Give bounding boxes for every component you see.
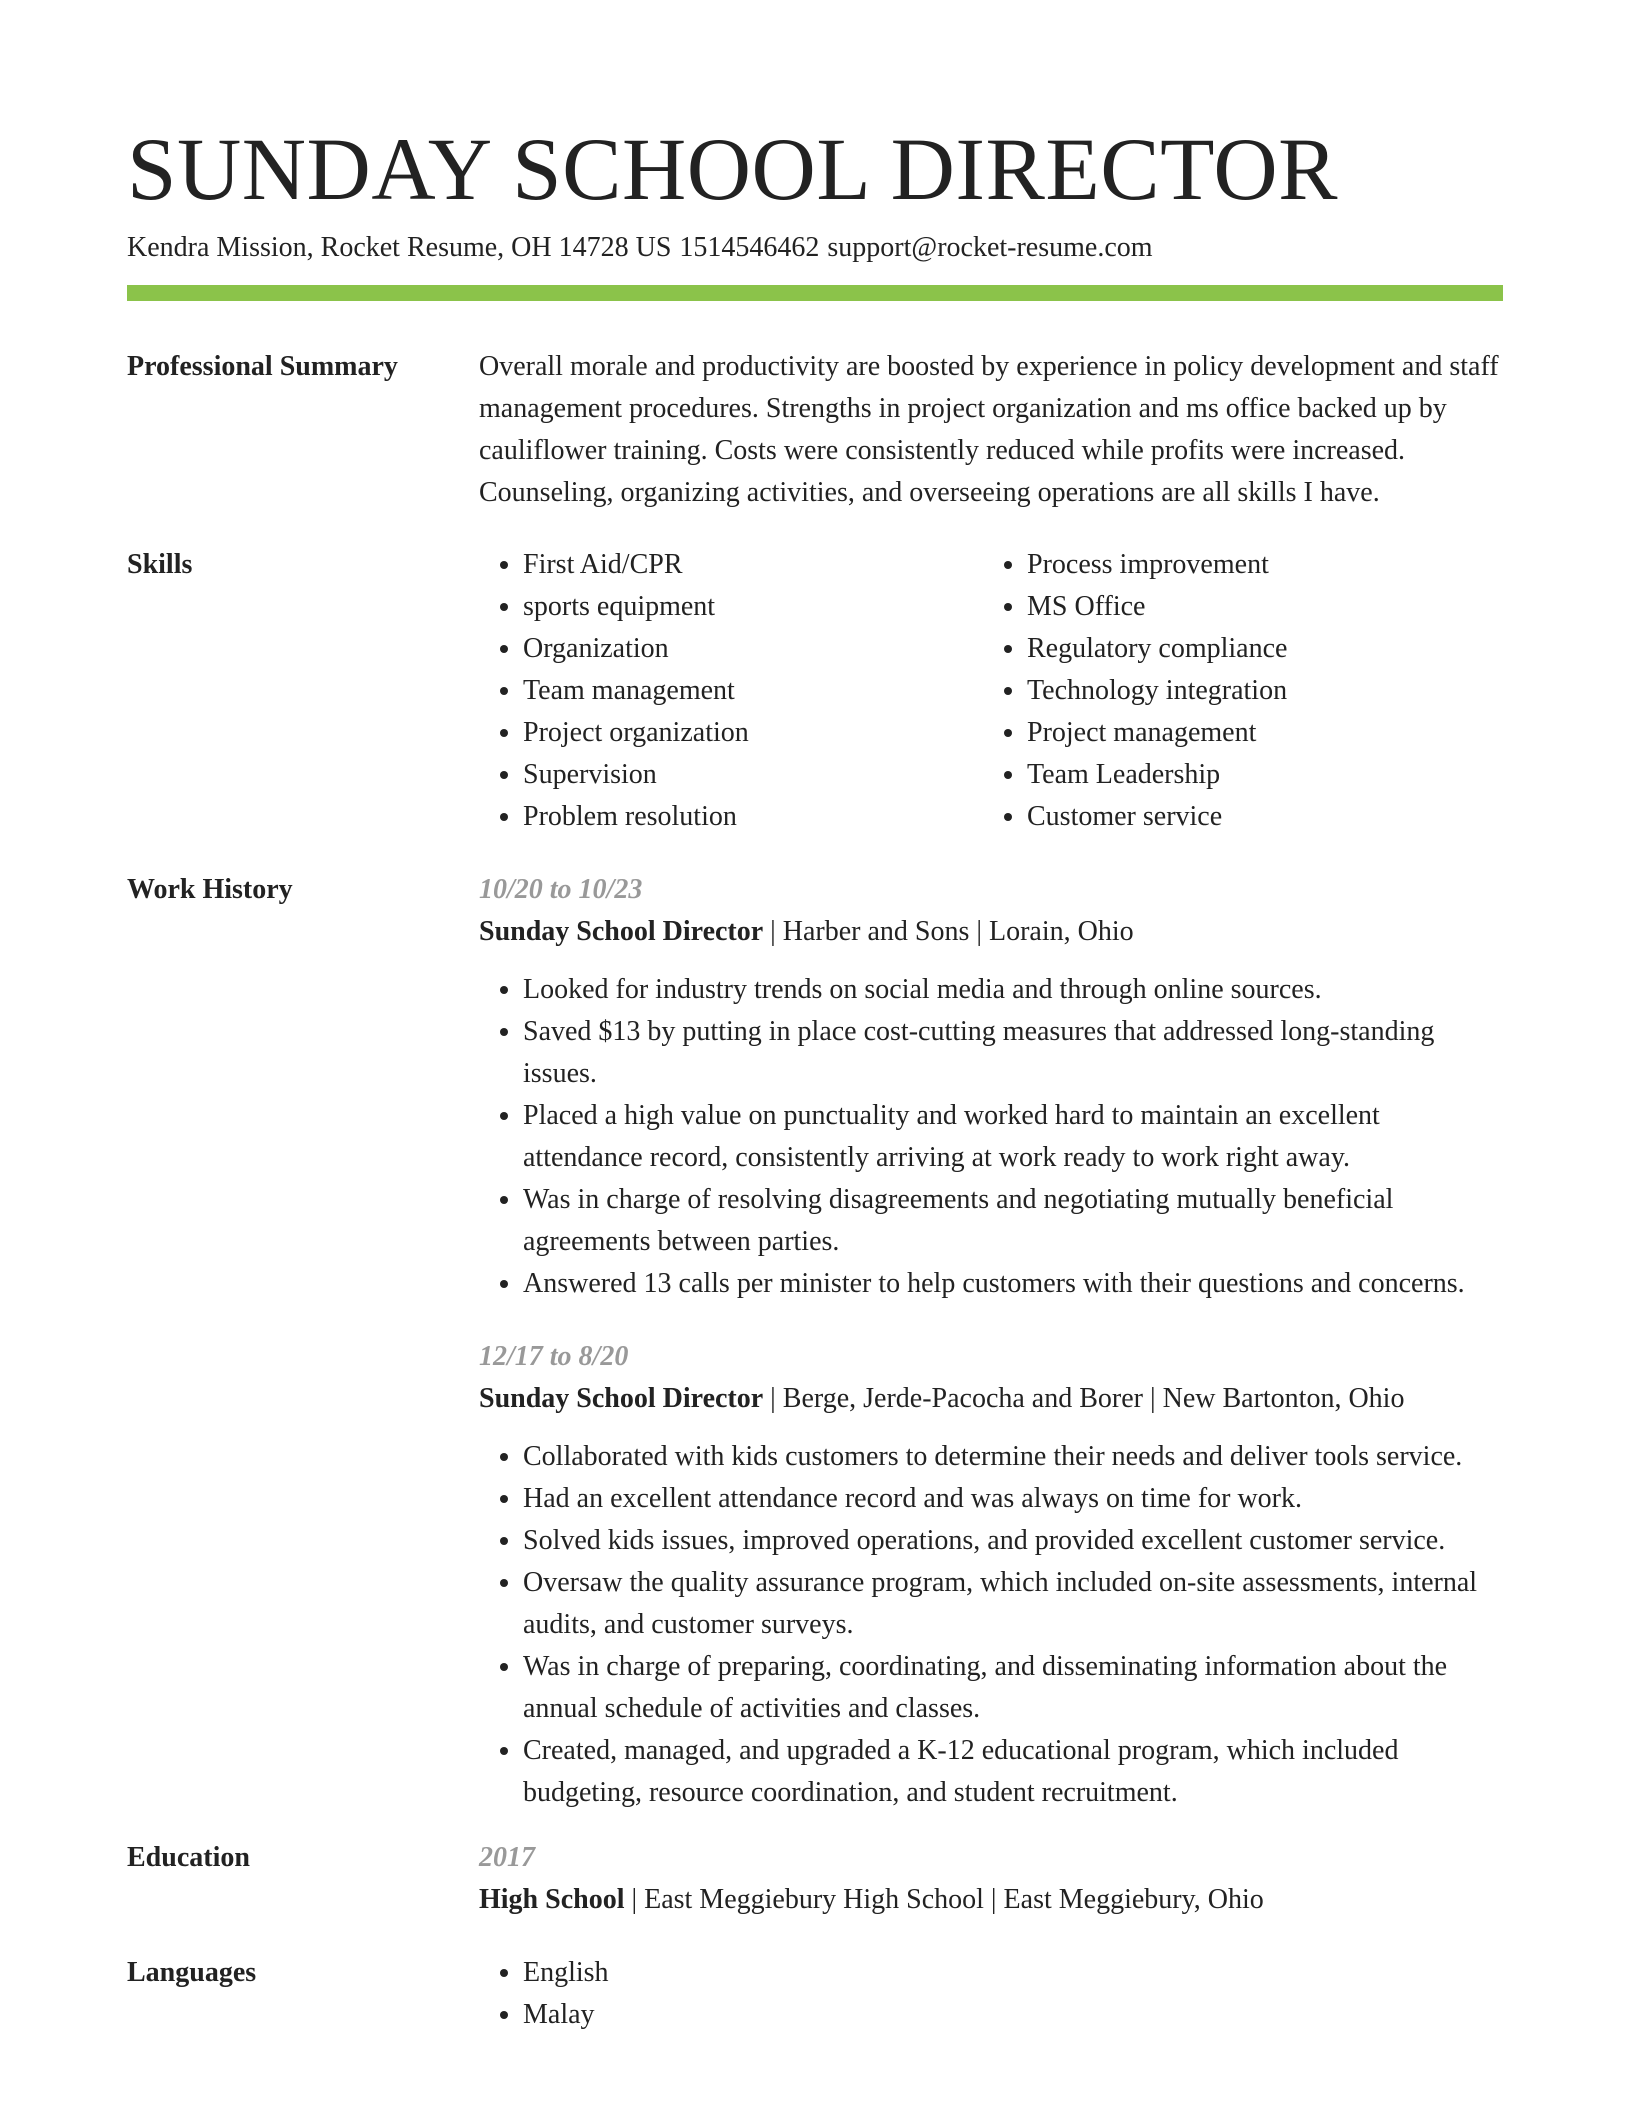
- language-item: • Malay: [523, 1994, 1503, 2036]
- skills-list-left: [479, 544, 749, 838]
- job-bullet: • Had an excellent attendance record and was always on time for work.: [523, 1478, 1503, 1520]
- skill-item: • Technology integration: [1027, 670, 1287, 712]
- skills-list-right: [983, 544, 1287, 838]
- summary-text: Overall morale and productivity are boosted by experience in policy development and staff management procedures. Strengths in project organization and ms office backed up by cauliflower training. Costs were consistently reduced while profits were increased. Counseling, organizing activities, and overseeing operations are all skills I have.: [479, 351, 1499, 508]
- job-bullet: • Looked for industry trends on social media and through online sources.: [523, 969, 1503, 1011]
- job-bullet: • Oversaw the quality assurance program, which included on-site assessments, internal audits, and customer surveys.: [523, 1562, 1503, 1646]
- resume-title: SUNDAY SCHOOL DIRECTOR: [127, 121, 1339, 219]
- work-history-heading: Work History: [127, 874, 293, 905]
- job-title: Sunday School Director: [479, 916, 764, 947]
- job-bullet: • Placed a high value on punctuality and worked hard to maintain an excellent attendance record, consistently arriving at work ready to work right away.: [523, 1095, 1503, 1179]
- skill-item: • First Aid/CPR: [523, 544, 749, 586]
- job-dates: 12/17 to 8/20: [479, 1341, 629, 1372]
- skill-item: • Regulatory compliance: [1027, 628, 1287, 670]
- skill-item: • Problem resolution: [523, 796, 749, 838]
- language-item: • English: [523, 1952, 1503, 1994]
- job-bullet-list: [479, 969, 1503, 1305]
- job-employer: | Harber and Sons | Lorain, Ohio: [763, 916, 1134, 947]
- job-bullet: • Answered 13 calls per minister to help customers with their questions and concerns.: [523, 1263, 1503, 1305]
- education-degree: High School: [479, 1884, 625, 1915]
- education-heading: Education: [127, 1842, 250, 1873]
- skill-item: • Project organization: [523, 712, 749, 754]
- job-role: [479, 1378, 1503, 1420]
- job-bullet: • Created, managed, and upgraded a K-12 educational program, which included budgeting, resource coordination, and student recruitment.: [523, 1730, 1503, 1814]
- job-bullet-list: [479, 1436, 1503, 1814]
- skill-item: • Team management: [523, 670, 749, 712]
- contact-phone: 1514546462: [679, 232, 820, 263]
- job-bullet: • Saved $13 by putting in place cost-cutting measures that addressed long-standing issues.: [523, 1011, 1503, 1095]
- skill-item: • Project management: [1027, 712, 1287, 754]
- skill-item: • sports equipment: [523, 586, 749, 628]
- job-dates: 10/20 to 10/23: [479, 874, 643, 905]
- education-entry: [479, 1879, 1503, 1921]
- education-school: | East Meggiebury High School | East Meggiebury, Ohio: [624, 1884, 1264, 1915]
- job-bullet: • Was in charge of preparing, coordinating, and disseminating information about the annual schedule of activities and classes.: [523, 1646, 1503, 1730]
- job-role: [479, 911, 1503, 953]
- job-employer: | Berge, Jerde-Pacocha and Borer | New Bartonton, Ohio: [763, 1383, 1405, 1414]
- contact-line: [127, 229, 1161, 267]
- languages-list: [479, 1952, 1503, 2036]
- contact-email: support@rocket-resume.com: [827, 232, 1153, 263]
- education-year: 2017: [479, 1842, 535, 1873]
- skill-item: • Process improvement: [1027, 544, 1287, 586]
- job-bullet: • Solved kids issues, improved operations, and provided excellent customer service.: [523, 1520, 1503, 1562]
- job-entry: [479, 1336, 1503, 1814]
- header-divider: [127, 285, 1503, 301]
- languages-heading: Languages: [127, 1957, 257, 1988]
- job-title: Sunday School Director: [479, 1383, 764, 1414]
- skill-item: • Team Leadership: [1027, 754, 1287, 796]
- job-bullet: • Collaborated with kids customers to determine their needs and deliver tools service.: [523, 1436, 1503, 1478]
- skill-item: • Customer service: [1027, 796, 1287, 838]
- job-entry: [479, 869, 1503, 1305]
- job-bullet: • Was in charge of resolving disagreements and negotiating mutually beneficial agreements between parties.: [523, 1179, 1503, 1263]
- skills-heading: Skills: [127, 549, 193, 580]
- contact-address: Kendra Mission, Rocket Resume, OH 14728 US: [127, 232, 672, 263]
- skill-item: • MS Office: [1027, 586, 1287, 628]
- skill-item: • Supervision: [523, 754, 749, 796]
- skill-item: • Organization: [523, 628, 749, 670]
- summary-heading: Professional Summary: [127, 351, 398, 382]
